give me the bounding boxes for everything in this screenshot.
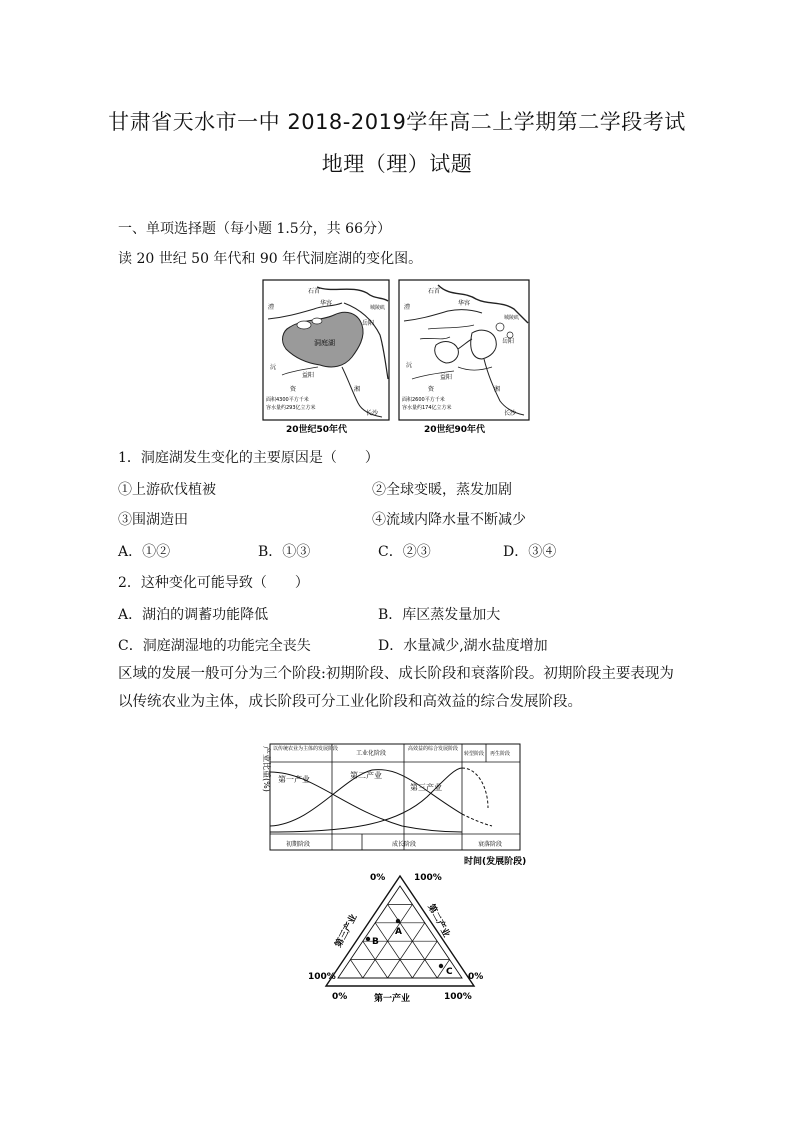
industry-triangle-diagram xyxy=(300,866,500,1006)
top-label: 转型阶段 xyxy=(464,751,485,757)
tick-label: 100% xyxy=(414,873,442,883)
top-label: 工业化阶段 xyxy=(356,750,387,757)
tick-label: 0% xyxy=(332,992,348,1002)
place-label: 资 xyxy=(428,386,435,393)
bottom-label: 衰落阶段 xyxy=(478,841,503,848)
place-label: 澧 xyxy=(268,304,275,311)
place-label: 城陵矶 xyxy=(504,315,520,321)
grid-line xyxy=(388,923,425,978)
q1-choice-b: B．①③ xyxy=(258,544,311,560)
tick-label: 0% xyxy=(370,873,386,883)
q1-choice-c: C．②③ xyxy=(378,544,431,560)
top-label: 再生阶段 xyxy=(490,751,511,757)
map-note: 容水量约293亿立方米 xyxy=(266,405,316,411)
point-label: A xyxy=(395,927,402,937)
q1-stem: 1．洞庭湖发生变化的主要原因是（ ） xyxy=(118,450,379,466)
bottom-label: 成长阶段 xyxy=(392,841,417,848)
place-label: 澧 xyxy=(404,304,411,311)
place-label: 岳阳 xyxy=(362,320,375,327)
development-stage-diagram xyxy=(252,728,548,868)
curve-label: 第三产业 xyxy=(410,783,442,792)
q2-choice-a: A．湖泊的调蓄功能降低 xyxy=(118,607,269,623)
map-caption: 20世纪90年代 xyxy=(424,425,486,435)
place-label: 华容 xyxy=(320,300,333,307)
point-b xyxy=(366,937,370,941)
side-label-tertiary: 第三产业 xyxy=(333,912,360,950)
place-label: 岳阳 xyxy=(502,338,515,345)
place-label: 沅 xyxy=(270,364,277,371)
q2-choice-b: B．库区蒸发量加大 xyxy=(378,607,501,623)
place-label: 长沙 xyxy=(366,410,379,417)
map-note: 面积4300平方千米 xyxy=(266,397,309,403)
curve-label: 第二产业 xyxy=(350,771,382,780)
bottom-label: 初期阶段 xyxy=(286,841,311,848)
q1-choice-d: D．③④ xyxy=(503,544,557,560)
q1-option-1: ①上游砍伐植被 xyxy=(118,482,216,498)
point-label: B xyxy=(372,937,379,947)
dongting-lake-maps xyxy=(262,279,530,435)
tick-label: 0% xyxy=(468,972,484,982)
x-axis-label: 时间(发展阶段) xyxy=(464,857,527,867)
place-label: 长沙 xyxy=(504,410,517,417)
place-label: 益阳 xyxy=(302,372,315,379)
grid-line xyxy=(375,923,412,978)
place-label: 城陵矶 xyxy=(370,305,386,311)
lake-label: 洞庭湖 xyxy=(314,339,335,347)
q2-choice-d: D．水量减少,湖水盐度增加 xyxy=(378,638,548,654)
section-intro: 读 20 世纪 50 年代和 90 年代洞庭湖的变化图。 xyxy=(118,251,423,267)
place-label: 石首 xyxy=(428,288,441,295)
top-label: 以传统农业为主体的发展阶段 xyxy=(273,746,339,752)
map-note: 容水量约174亿立方米 xyxy=(402,405,452,411)
top-label: 高效益的综合发展阶段 xyxy=(408,746,459,752)
point-c xyxy=(439,964,443,968)
point-label: C xyxy=(446,967,453,977)
grid-line xyxy=(350,960,362,978)
tick-label: 100% xyxy=(308,972,336,982)
q1-option-3: ③围湖造田 xyxy=(118,512,188,528)
tick-label: 100% xyxy=(444,992,472,1002)
place-label: 石首 xyxy=(308,288,321,295)
place-label: 湘 xyxy=(494,386,501,393)
exam-subtitle: 地理（理）试题 xyxy=(321,152,473,176)
place-label: 湘 xyxy=(354,386,361,393)
passage-text: 区域的发展一般可分为三个阶段:初期阶段、成长阶段和衰落阶段。初期阶段主要表现为以传统农业为主体，成长阶段可分工业化阶段和高效益的综合发展阶段。 xyxy=(118,666,674,710)
q1-option-4: ④流域内降水量不断减少 xyxy=(372,512,526,528)
side-label-primary: 第一产业 xyxy=(374,994,411,1004)
place-label: 华容 xyxy=(458,300,471,307)
place-label: 资 xyxy=(290,386,297,393)
side-label-secondary: 第二产业 xyxy=(425,902,452,940)
q1-option-2: ②全球变暖，蒸发加剧 xyxy=(372,482,512,498)
y-axis-label: 产业比重(%) xyxy=(262,746,271,792)
q2-stem: 2．这种变化可能导致（ ） xyxy=(118,575,309,591)
map-1990s xyxy=(399,280,529,435)
q2-choice-c: C．洞庭湖湿地的功能完全丧失 xyxy=(118,638,311,654)
point-a xyxy=(396,919,400,923)
curve-label: 第一产业 xyxy=(278,775,310,784)
place-label: 沅 xyxy=(406,362,413,369)
exam-title: 甘肃省天水市一中 2018-2019学年高二上学期第二学段考试 xyxy=(108,110,686,134)
place-label: 益阳 xyxy=(440,374,453,381)
map-caption: 20世纪50年代 xyxy=(286,425,348,435)
section-heading: 一、单项选择题（每小题 1.5分，共 66分） xyxy=(118,221,391,237)
map-1950s xyxy=(263,280,389,435)
map-note: 面积2600平方千米 xyxy=(402,397,445,403)
q1-choice-a: A．①② xyxy=(118,544,171,560)
